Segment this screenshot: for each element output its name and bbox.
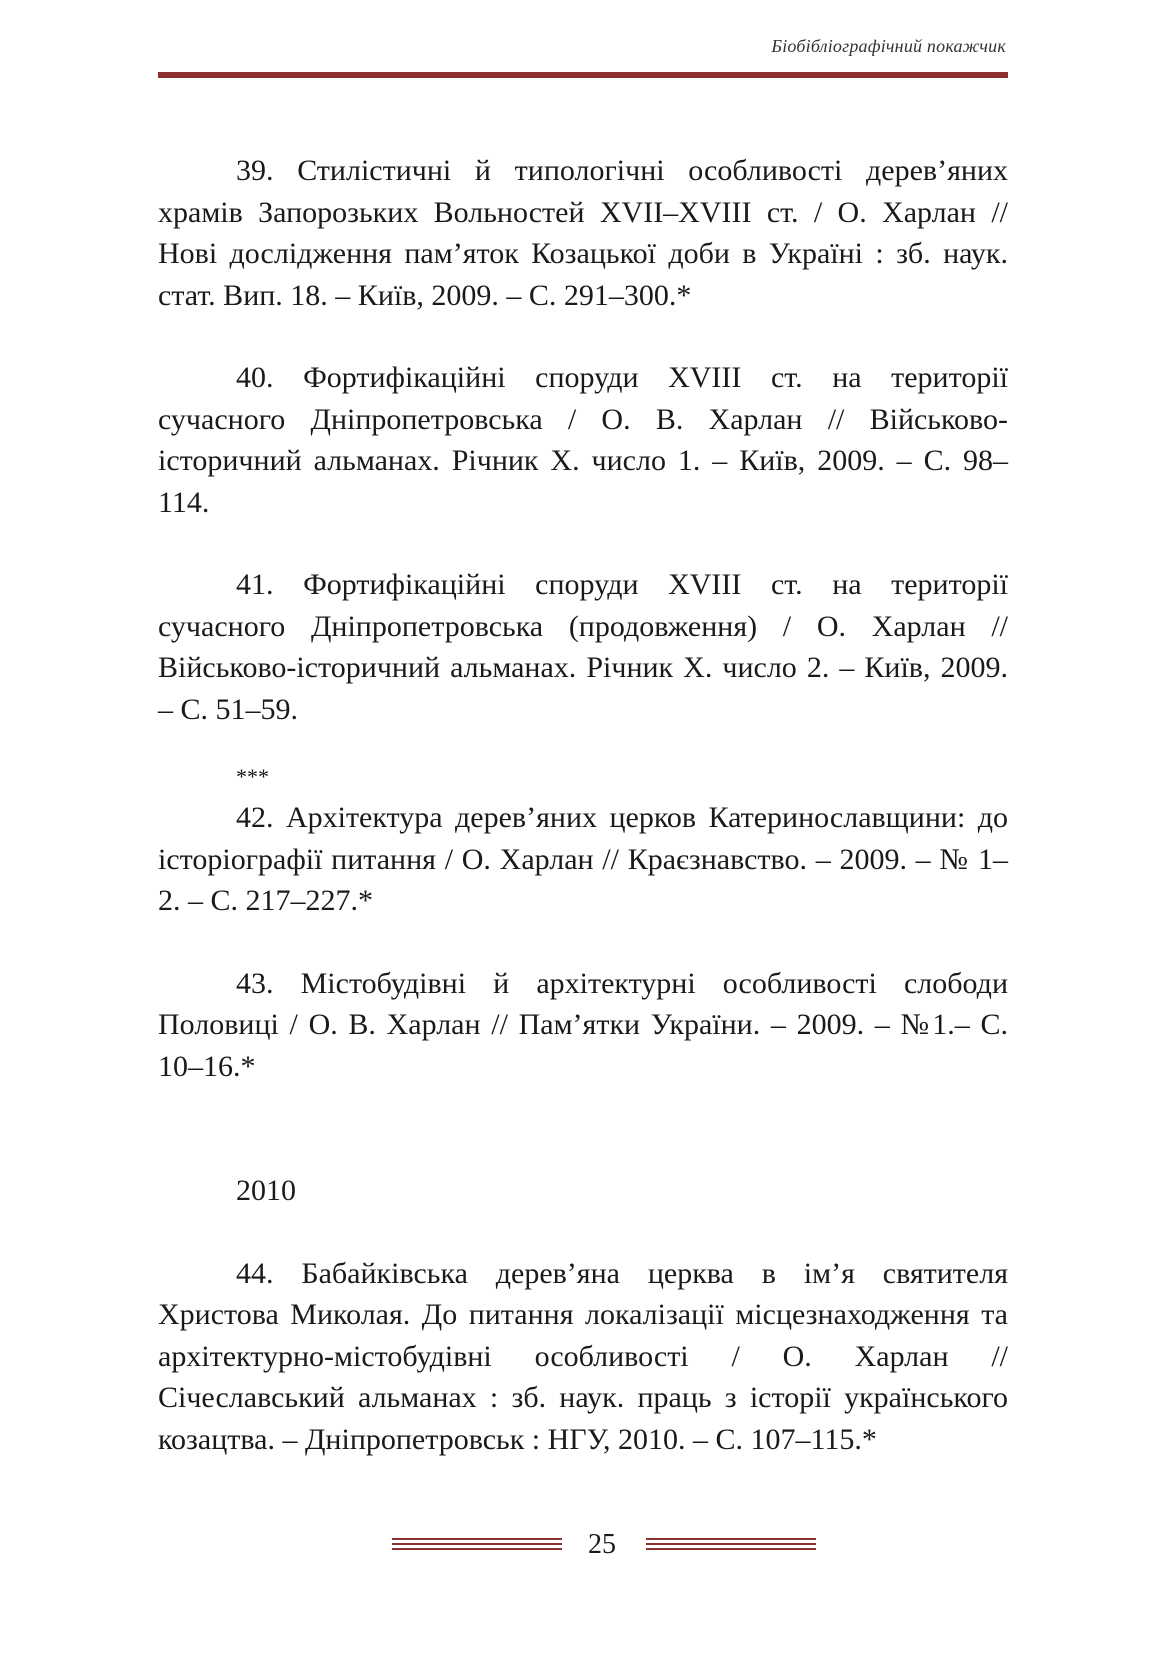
bibliography-list	[158, 150, 1008, 1460]
footer-rule-right	[646, 1538, 816, 1552]
entry-42: 42. Архітектура дерев’яних церков Катеринославщини: до історіографії питання / О. Харлан // Краєзнавство. – 2009. – № 1–2. – С. 217–227.*	[158, 801, 1008, 917]
running-title: Біобібліографічний покажчик	[771, 36, 1006, 56]
page-footer	[0, 1526, 1166, 1566]
entry-41: 41. Фортифікаційні споруди XVIII ст. на території сучасного Дніпропетровська (продовження) / О. Харлан // Військово-історичний альманах. Річник Х. число 2. – Київ, 2009. – С. 51–59.	[158, 568, 1008, 726]
entry-39: 39. Стилістичні й типологічні особливості дерев’яних храмів Запорозьких Вольностей XVII–XVIII ст. / О. Харлан // Нові дослідження пам’яток Козацької доби в Україні : зб. наук. стат. Вип. 18. – Київ, 2009. – С. 291–300.*	[158, 154, 1008, 312]
entry-40: 40. Фортифікаційні споруди XVIII ст. на території сучасного Дніпропетровська / О. В. Харлан // Військово-історичний альманах. Річник Х. число 1. – Київ, 2009. – С. 98–114.	[158, 361, 1008, 519]
header-rule	[158, 72, 1008, 78]
page-number: 25	[588, 1529, 616, 1560]
section-separator: ***	[236, 764, 269, 789]
entry-43: 43. Містобудівні й архітектурні особливості слободи Половиці / О. В. Харлан // Пам’ятки України. – 2009. – №1.– С. 10–16.*	[158, 966, 1008, 1083]
year-heading: 2010	[236, 1174, 296, 1207]
footer-rule-left	[392, 1538, 562, 1552]
entry-44: 44. Бабайківська дерев’яна церква в ім’я святителя Христова Миколая. До питання локалізації місцезнаходження та архітектурно-містобудівні особливості / О. Харлан // Січеславський альманах : зб. наук. праць з історії українського козацтва. – Дніпропетровськ : НГУ, 2010. – С. 107–115.*	[158, 1256, 1008, 1456]
